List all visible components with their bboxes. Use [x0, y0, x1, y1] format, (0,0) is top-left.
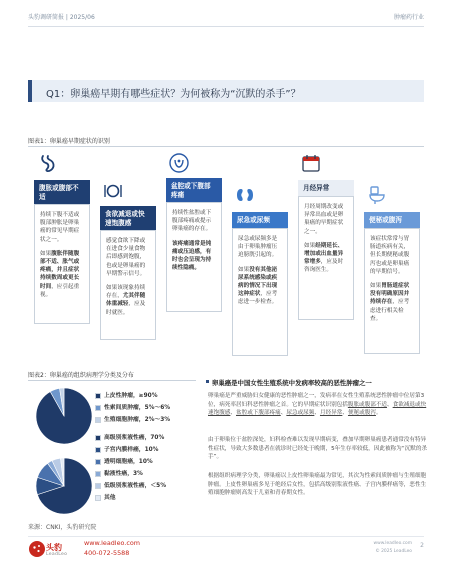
body-text: 、 [387, 401, 393, 408]
header-right: 肿瘤药行业 [393, 14, 424, 21]
footer-phone: 400-072-5588 [84, 549, 130, 557]
legend-swatch [95, 459, 101, 465]
legend-swatch [95, 447, 101, 453]
legend-swatch [95, 471, 101, 477]
underlined-term: 腹胀或腹部不适 [347, 401, 388, 408]
symptom-card-paragraph [106, 284, 150, 317]
paragraph-symptoms [208, 392, 430, 418]
legend-item [104, 458, 153, 466]
legend-item [104, 434, 164, 442]
symptom-card-title: 便秘或腹泻 [364, 212, 420, 228]
emphasis-text: 该疼痛通常是钝痛或压迫感，有时也会呈现为持续性隐痛。 [172, 240, 212, 272]
underlined-term: 食欲减退或快速饱腹感 [208, 401, 427, 417]
legend-item [104, 494, 116, 502]
legend-item [104, 404, 170, 412]
symptom-card-paragraph [304, 242, 348, 275]
header-left: 头豹调研简报 | 2025/06 [28, 14, 95, 21]
symptom-card-paragraph [172, 240, 216, 273]
body-text: 、 [230, 410, 236, 417]
legend-label: 黏液性癌，3% [104, 471, 143, 477]
legend-label: 生殖细胞肿瘤，2%～3% [104, 417, 171, 423]
footer-right-copyright: © 2025 LeadLeo [375, 549, 412, 554]
footer-website[interactable]: www.leadleo.com [84, 539, 140, 547]
body-text: 持续下腹不适或腹部肿胀是卵巢癌的常见早期症状之一。 [40, 212, 80, 243]
underlined-term: 月经异常 [319, 410, 343, 417]
dining-icon [102, 180, 124, 202]
source-note: 来源：CNKI，头豹研究院 [28, 524, 97, 531]
underlined-term: 尿急或尿频 [286, 410, 315, 417]
legend-item [104, 392, 158, 400]
body-text: 该症状常常与胃肠道疾病有关，但长期便秘或腹泻也或是卵巢癌的早期信号。 [370, 236, 410, 275]
logo-subtext: LeadLeo [46, 552, 68, 557]
symptom-card-paragraph [40, 211, 84, 244]
symptom-card-paragraph [238, 266, 282, 307]
legend-label: 透明细胞癌，10% [104, 459, 153, 465]
question-title: Q1：卵巢癌早期有哪些症状？为何被称为“沉默的杀手”？ [46, 89, 301, 100]
body-text: 感觉食欲下降或在进食少量食物后即感到饱腹，也或是卵巢癌的早期警示信号。 [106, 238, 146, 277]
body-text: ，应考虑进行相关检查。 [370, 299, 410, 322]
legend-label: 高级别浆液性癌，70% [104, 435, 165, 441]
legend-swatch [95, 393, 101, 399]
symptom-card-paragraph [238, 235, 282, 260]
body-text: 如果 [40, 250, 52, 257]
page-number: 2 [420, 542, 424, 549]
footer-divider [28, 536, 424, 537]
toilet-icon [366, 184, 388, 206]
legend-swatch [95, 495, 101, 501]
legend-item [104, 416, 170, 424]
body-text: ，应及时就医。 [106, 301, 146, 316]
body-text: 如果 [304, 242, 316, 249]
banner-accent [28, 80, 32, 102]
kidney-icon [234, 184, 256, 206]
symptom-card-title: 腹胀或腹部不适 [34, 180, 90, 204]
page-header [28, 10, 424, 24]
body-text: 卵巢癌是严重威胁妇女健康的恶性肿瘤之一，发病率在女性生殖系统恶性肿瘤中位居第3位，病死率居妇科恶性肿瘤之首。它的早期症状识别包括 [208, 393, 425, 408]
section-title-text: 卵巢癌是中国女性生殖系统中发病率较高的恶性肿瘤之一 [212, 379, 372, 387]
emphasis-text: 尤其伴随体重减轻 [106, 293, 146, 308]
legend-item [104, 446, 158, 454]
legend-label: 其他 [104, 495, 116, 501]
legend-label: 低级别浆液性癌，＜5% [104, 483, 167, 489]
symptom-card-body [232, 228, 288, 356]
emphasis-text: 腹胀伴随腹部不适、胀气或疼痛，并且症状持续数周或更长时间 [40, 250, 80, 290]
body-text: 持续性盆腔或下腹部疼痛或提示卵巢癌的存在。 [172, 210, 212, 233]
legend-item [104, 482, 166, 490]
legend-label: 子宫内膜样癌，10% [104, 447, 159, 453]
symptom-card-title: 盆腔或下腹部疼痛 [166, 178, 222, 202]
legend-item [104, 470, 143, 478]
symptom-card-paragraph [370, 282, 414, 323]
underlined-term: 便秘或腹泻 [347, 410, 376, 417]
body-text: ，应引起重视。 [40, 283, 80, 298]
symptom-card-body [364, 228, 420, 354]
body-text: 如果该现象持续存在， [106, 285, 146, 300]
legend-swatch [95, 417, 101, 423]
symptom-card-paragraph [172, 209, 216, 234]
body-text: 、 [314, 410, 320, 417]
legend-swatch [95, 483, 101, 489]
body-text: 、 [280, 410, 287, 417]
body-text: 月经周期改变或异常出血或是卵巢癌的早期症状之一。 [304, 204, 344, 235]
stomach-icon [36, 152, 58, 174]
symptom-card-title: 尿急或尿频 [232, 212, 288, 228]
header-divider [28, 26, 424, 27]
body-text: ，应考虑进一步检查。 [238, 291, 278, 306]
figure1-label: 图表1：卵巢癌早期症状的识别 [28, 138, 110, 145]
question-banner [28, 80, 424, 102]
body-text: ，应及时咨询医生。 [304, 259, 344, 274]
pelvis-icon [168, 152, 190, 174]
body-text: 、 [342, 410, 348, 417]
symptom-card-paragraph [106, 237, 150, 278]
underlined-term: 盆腔或下腹部疼痛 [236, 410, 281, 417]
legend-label: 上皮性肿瘤，≥90% [104, 393, 158, 399]
body-text: 如果 [370, 283, 382, 290]
legend-swatch [95, 435, 101, 441]
emphasis-text: 没有其他泌尿系统感染或疾病的情况下出现这种症状 [238, 266, 278, 298]
figure2-label: 图表2：卵巢癌的组织病理学分类及分布 [28, 372, 134, 379]
section-title [212, 378, 372, 387]
symptom-card-body [298, 196, 354, 320]
legend-swatch [95, 405, 101, 411]
calendar-icon [300, 152, 322, 174]
paragraph-silent-killer: 由于卵巢位于盆腔深处，妇科检查难以发现早期病变，叠加早期卵巢癌患者通常没有特异性症状，导致大多数患者在就诊时已经处于晚期，5年生存率较低，因此被称为“沉默的杀手”。 [208, 437, 428, 461]
symptom-card-body [34, 204, 90, 324]
title-bullet [206, 380, 209, 383]
symptom-card-body [166, 202, 222, 312]
paragraph-histology: 根据组织病理学分类，卵巢癌以上皮性卵巢癌最为常见，其次为性索间质肿瘤与生殖细胞肿瘤。上皮性卵巢癌多见于绝经后女性，包括高级别浆液性癌、子宫内膜样癌等，恶性生殖细胞肿瘤则高发于儿童和青春期女性。 [208, 473, 427, 497]
body-text: 如果 [238, 266, 250, 273]
emphasis-text: 胃肠道症状没有明确原因并持续存在 [370, 283, 410, 306]
figure1-divider [28, 146, 424, 147]
symptom-card-title: 食欲减退或快速饱腹感 [100, 206, 156, 230]
symptom-card-title: 月经异常 [298, 180, 354, 196]
symptom-card-paragraph [304, 203, 348, 236]
figure2-divider [28, 380, 196, 381]
emphasis-text: 经期延长、增加或出血量异常增多 [304, 242, 344, 266]
footer-right-url: www.leadleo.com [373, 541, 412, 546]
symptom-card-paragraph [370, 235, 414, 276]
symptom-card-paragraph [40, 250, 84, 299]
body-text: 尿急或尿频多是由于卵巢肿瘤压迫膀胱引起的。 [238, 236, 278, 259]
body-text: 。 [375, 410, 382, 417]
logo-text: 头豹 [46, 543, 62, 552]
legend-label: 性索间质肿瘤，5%～6% [104, 405, 171, 411]
symptom-card-body [100, 230, 156, 340]
